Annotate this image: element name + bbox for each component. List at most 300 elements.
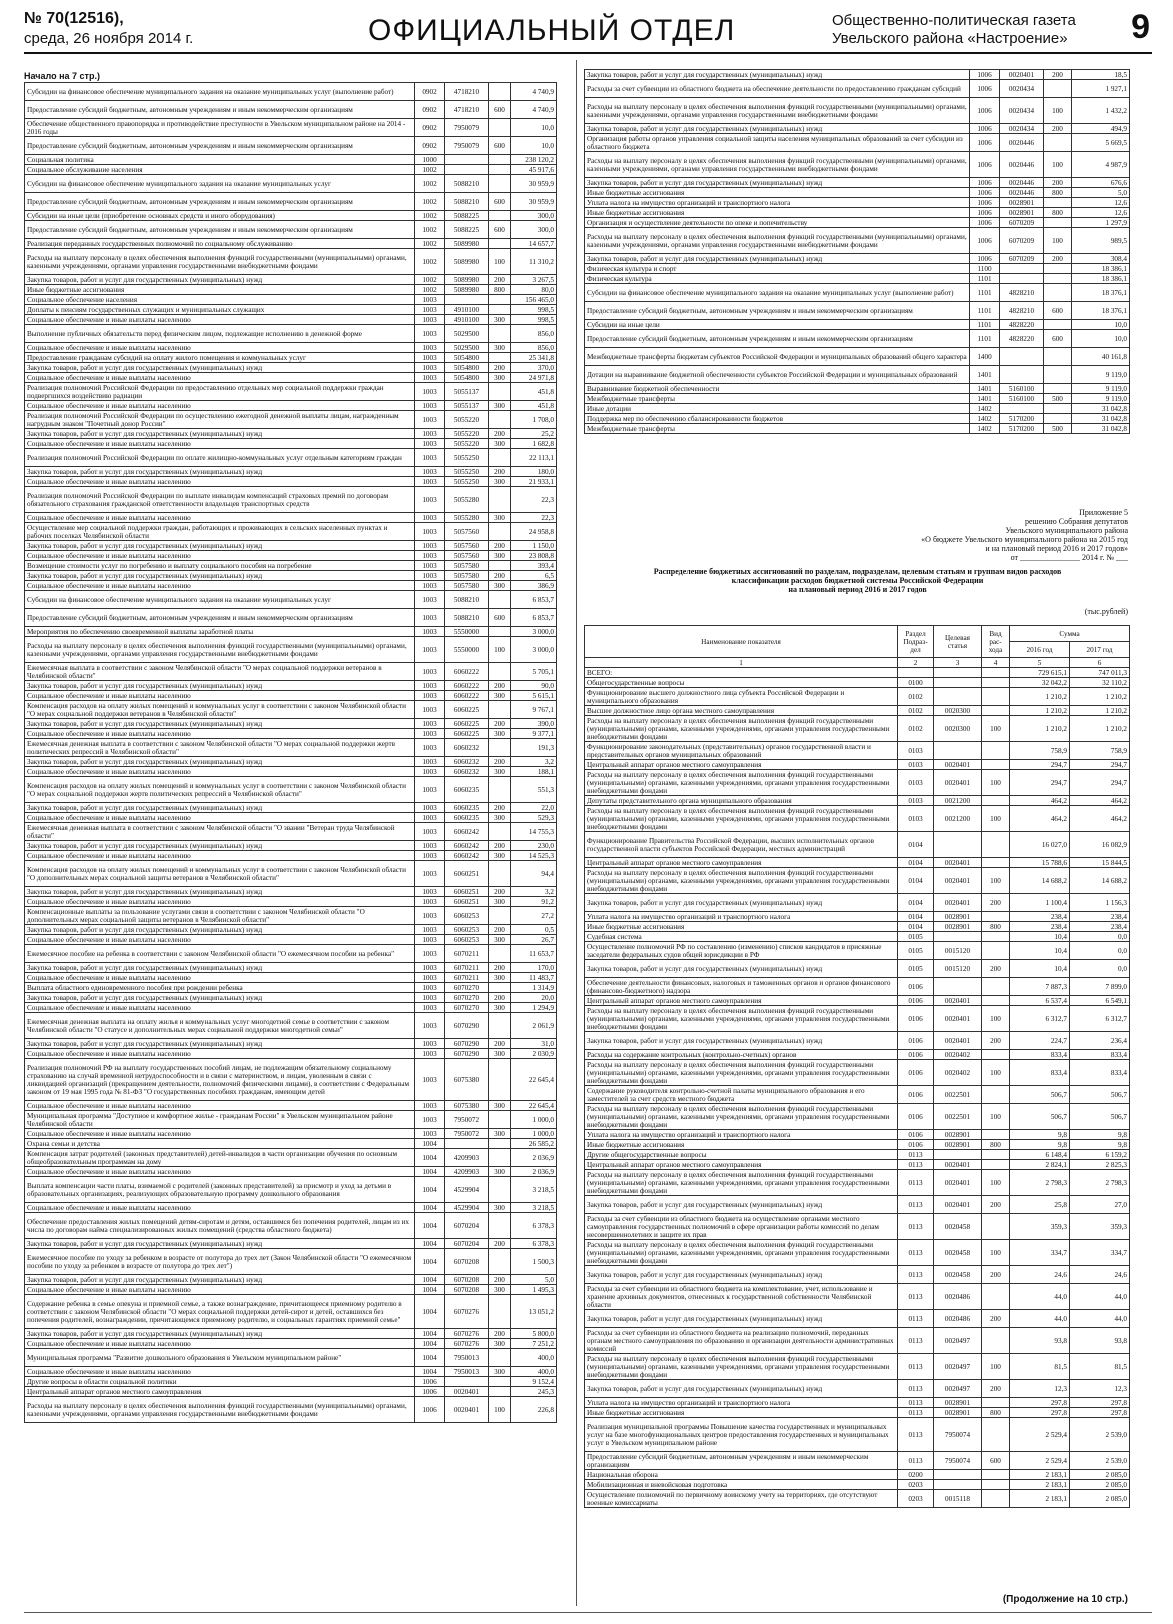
cell-code: 7950079 — [445, 137, 489, 155]
cell-amount: 5 705,1 — [511, 663, 557, 681]
table-row — [585, 1170, 1130, 1196]
newspaper-name-line1: Общественно-политическая газета — [832, 12, 1076, 29]
cell-code: 300 — [489, 1367, 511, 1377]
cell-amount: 5,0 — [511, 1275, 557, 1285]
cell-amount: 6 378,3 — [511, 1239, 557, 1249]
cell-amount: 10,4 — [1010, 932, 1070, 942]
cell-code: 4529904 — [445, 1177, 489, 1203]
cell-amount: 1 156,3 — [1070, 894, 1130, 912]
cell-amount: 297,8 — [1070, 1408, 1130, 1418]
cell-code: 1003 — [415, 1101, 445, 1111]
cell-code: 1002 — [415, 285, 445, 295]
cell-code: 0113 — [898, 1310, 934, 1328]
cell-amount: 1 150,0 — [511, 541, 557, 551]
cell-code: 5055137 — [445, 383, 489, 401]
cell-name: Организация работы органов управления социальной защиты населения муниципальных образований за счет субсидии из областного бюджета — [585, 134, 970, 152]
cell-code: 300 — [489, 513, 511, 523]
cell-amount: 294,7 — [1010, 770, 1070, 796]
cell-name: Закупка товаров, работ и услуг для государственных (муниципальных) нужд — [25, 429, 415, 439]
cell-amount: 506,7 — [1010, 1086, 1070, 1104]
cell-code: 0104 — [898, 868, 934, 894]
cell-code: 100 — [982, 716, 1010, 742]
cell-code: 0902 — [415, 119, 445, 137]
cell-code — [1044, 264, 1072, 274]
cell-amount: 4 987,9 — [1072, 152, 1130, 178]
cell-code: 0020458 — [934, 1214, 982, 1240]
cell-amount: 44,0 — [1010, 1284, 1070, 1310]
cell-code — [982, 858, 1010, 868]
cell-code: 6070204 — [445, 1239, 489, 1249]
cell-code: 200 — [489, 757, 511, 767]
cell-code: 6070290 — [445, 1013, 489, 1039]
cell-amount: 1 210,2 — [1070, 688, 1130, 706]
table-row — [25, 101, 557, 119]
cell-code: 6060242 — [445, 841, 489, 851]
table-row — [585, 960, 1130, 978]
cell-code: 6070209 — [1000, 218, 1044, 228]
cell-code: 1003 — [415, 561, 445, 571]
cell-amount: 464,2 — [1010, 806, 1070, 832]
table-row — [25, 1111, 557, 1129]
table-header-row — [585, 626, 1130, 642]
cell-name: Закупка товаров, работ и услуг для государственных (муниципальных) нужд — [25, 757, 415, 767]
cell-code: 200 — [489, 571, 511, 581]
cell-amount: 464,2 — [1070, 796, 1130, 806]
cell-code: 1003 — [415, 739, 445, 757]
cell-code: 1004 — [415, 1249, 445, 1275]
cell-amount: 14 755,3 — [511, 823, 557, 841]
cell-code: 6060253 — [445, 907, 489, 925]
cell-name: Социальное обеспечение и иные выплаты населению — [25, 897, 415, 907]
cell-name: Расходы на выплату персоналу в целях обеспечения выполнения функций государственными (муниципальными) органами, казенными учреждениями, органами управления государственными внебюджетными фондами — [585, 152, 970, 178]
cell-amount: 226,8 — [511, 1397, 557, 1423]
cell-code — [1044, 366, 1072, 384]
cell-name: Расходы на выплату персоналу в целях обеспечения выполнения функций государственными (муниципальными) органами, казенными учреждениями, органами управления государственными внебюджетными фондами — [25, 637, 415, 663]
page-header — [24, 8, 1152, 54]
cell-code: 0021200 — [934, 796, 982, 806]
cell-code: 300 — [489, 1167, 511, 1177]
cell-code: 100 — [982, 1354, 1010, 1380]
cell-name: Социальное обеспечение и иные выплаты населению — [25, 1003, 415, 1013]
cell-code: 6060232 — [445, 757, 489, 767]
cell-code: 1401 — [970, 384, 1000, 394]
table-row — [585, 806, 1130, 832]
table-row — [25, 1397, 557, 1423]
cell-code: 600 — [489, 137, 511, 155]
cell-code: 1003 — [415, 1003, 445, 1013]
table-row — [25, 467, 557, 477]
cell-code: 6060222 — [445, 681, 489, 691]
cell-code: 300 — [489, 691, 511, 701]
cell-code: 1006 — [970, 80, 1000, 98]
cell-name: Уплата налога на имущество организаций и транспортного налога — [585, 912, 898, 922]
cell-code: 0020486 — [934, 1284, 982, 1310]
cell-name: Расходы на выплату персоналу в целях обеспечения выполнения функций государственными (муниципальными) органами, казенными учреждениями, органами управления государственными внебюджетными фондами — [585, 806, 898, 832]
cell-code: 0113 — [898, 1284, 934, 1310]
cell-code: 6070276 — [445, 1295, 489, 1329]
cell-name: Социальное обеспечение и иные выплаты населению — [25, 1101, 415, 1111]
cell-amount: 32 110,2 — [1070, 678, 1130, 688]
table-row — [25, 861, 557, 887]
cell-code: 1006 — [415, 1397, 445, 1423]
cell-name: Социальное обеспечение и иные выплаты населению — [25, 1167, 415, 1177]
cell-code — [934, 678, 982, 688]
cell-code: 0020401 — [934, 760, 982, 770]
cell-code: 300 — [489, 1203, 511, 1213]
cell-code: 0020401 — [1000, 70, 1044, 80]
cell-code: 0020434 — [1000, 124, 1044, 134]
cell-name: Расходы на выплату персоналу в целях обеспечения выполнения функций государственными (муниципальными) органами, казенными учреждениями, органами управления государственными внебюджетными фондами — [585, 770, 898, 796]
table-row — [25, 285, 557, 295]
cell-amount: 18 386,1 — [1072, 264, 1130, 274]
cell-code: 1003 — [415, 663, 445, 681]
cell-name: Закупка товаров, работ и услуг для государственных (муниципальных) нужд — [585, 1196, 898, 1214]
cell-code: 200 — [1044, 178, 1072, 188]
table-row — [25, 571, 557, 581]
cell-name: Закупка товаров, работ и услуг для государственных (муниципальных) нужд — [25, 841, 415, 851]
cell-name: Центральный аппарат органов местного самоуправления — [585, 996, 898, 1006]
cell-code: 5055220 — [445, 439, 489, 449]
cell-code: 4209903 — [445, 1167, 489, 1177]
cell-name: Социальное обеспечение и иные выплаты населению — [25, 477, 415, 487]
cell-code: 1003 — [415, 467, 445, 477]
cell-amount: 81,5 — [1010, 1354, 1070, 1380]
continued-to-note: (Продолжение на 10 стр.) — [1002, 1594, 1128, 1605]
cell-amount: 18 386,1 — [1072, 274, 1130, 284]
table-row — [25, 1149, 557, 1167]
cell-name: Закупка товаров, работ и услуг для государственных (муниципальных) нужд — [585, 894, 898, 912]
cell-amount: 6,5 — [511, 571, 557, 581]
cell-amount: 12,6 — [1072, 208, 1130, 218]
cell-code: 600 — [489, 101, 511, 119]
cell-amount: 22 113,1 — [511, 449, 557, 467]
cell-code: 100 — [1044, 152, 1072, 178]
cell-amount: 5,0 — [1072, 188, 1130, 198]
cell-code: 0113 — [898, 1380, 934, 1398]
cell-amount: 3 267,5 — [511, 275, 557, 285]
cell-code — [1044, 414, 1072, 424]
cell-amount: 238,4 — [1010, 922, 1070, 932]
cell-amount: 10,0 — [511, 137, 557, 155]
cell-amount: 94,4 — [511, 861, 557, 887]
cell-code — [982, 668, 1010, 678]
cell-code: 5088210 — [445, 193, 489, 211]
cell-name: Обеспечение деятельности финансовых, налоговых и таможенных органов и органов финансового (финансово-бюджетного) надзора — [585, 978, 898, 996]
table-row — [585, 404, 1130, 414]
cell-code: 1003 — [415, 935, 445, 945]
cell-code: 800 — [982, 1140, 1010, 1150]
cell-amount: 9 767,1 — [511, 701, 557, 719]
cell-amount: 24,6 — [1070, 1266, 1130, 1284]
cell-code: 5160100 — [1000, 384, 1044, 394]
cell-name: Реализация полномочий Российской Федерации по предоставлению отдельных мер социальной поддержки граждан подвергшихся воздействию радиации — [25, 383, 415, 401]
cell-code: 300 — [489, 551, 511, 561]
cell-name: Межбюджетные трансферты бюджетам субъектов Российской Федерации и муниципальных образований общего характера — [585, 348, 970, 366]
cell-code: 300 — [489, 343, 511, 353]
table-row — [25, 275, 557, 285]
table-row — [25, 1101, 557, 1111]
cell-code: 1006 — [970, 152, 1000, 178]
cell-name: Иные бюджетные ассигнования — [585, 922, 898, 932]
cell-name: Предоставление субсидий бюджетным, автономным учреждениям и иным некоммерческим организациям — [25, 101, 415, 119]
table-row — [25, 239, 557, 249]
cell-amount: 14 688,2 — [1070, 868, 1130, 894]
cell-name: Закупка товаров, работ и услуг для государственных (муниципальных) нужд — [585, 124, 970, 134]
cell-code: 1006 — [970, 228, 1000, 254]
cell-name: Закупка товаров, работ и услуг для государственных (муниципальных) нужд — [25, 363, 415, 373]
cell-code: 1003 — [415, 541, 445, 551]
cell-name: Социальное обеспечение и иные выплаты населению — [25, 935, 415, 945]
cell-amount: 15 844,5 — [1070, 858, 1130, 868]
cell-amount: 506,7 — [1010, 1104, 1070, 1130]
cell-amount: 238,4 — [1070, 922, 1130, 932]
table-row — [585, 80, 1130, 98]
table-row — [25, 165, 557, 175]
cell-name: Содержание ребенка в семье опекуна и приемной семье, а также вознаграждение, причитающееся приемному родителю в соответствии с законом Челябинской области "О мерах социальной поддержки детей-сирот и детей, оставшихся без попечения родителей, вознаграждении, причитающемся приемному родителю, и социальных гарантиях приемной семье" — [25, 1295, 415, 1329]
cell-amount: 238,4 — [1010, 912, 1070, 922]
cell-code: 6060251 — [445, 887, 489, 897]
cell-name: Уплата налога на имущество организаций и транспортного налога — [585, 198, 970, 208]
cell-name: Доплаты к пенсиям государственных служащих и муниципальных служащих — [25, 305, 415, 315]
table-row — [25, 175, 557, 193]
cell-code: 0028901 — [934, 922, 982, 932]
table-row — [25, 637, 557, 663]
cell-code: 1006 — [970, 254, 1000, 264]
cell-code — [489, 383, 511, 401]
cell-code: 5055250 — [445, 467, 489, 477]
cell-amount: 170,0 — [511, 963, 557, 973]
cell-code: 0106 — [898, 1140, 934, 1150]
cell-amount: 13 051,2 — [511, 1295, 557, 1329]
cell-name: Социальное обеспечение и иные выплаты населению — [25, 729, 415, 739]
table-row — [25, 477, 557, 487]
cell-name: Обеспечение общественного правопорядка и противодействие преступности в Увельском муниципальном районе на 2014 - 2016 годы — [25, 119, 415, 137]
cell-amount: 1 927,1 — [1072, 80, 1130, 98]
col-number: 3 — [934, 658, 982, 668]
cell-amount: 2 036,9 — [511, 1167, 557, 1177]
cell-code: 1003 — [415, 993, 445, 1003]
cell-name: Социальное обеспечение и иные выплаты населению — [25, 1339, 415, 1349]
cell-name: Субсидии на финансовое обеспечение муниципального задания на оказание муниципальных услуг — [25, 591, 415, 609]
header-name: Наименование показателя — [585, 626, 898, 658]
cell-name: Реализация полномочий Российской Федерации по осуществлению ежегодной денежной выплаты лицам, награжденным нагрудным знаком "Почетный донор России" — [25, 411, 415, 429]
cell-code: 0020497 — [934, 1328, 982, 1354]
cell-name: Уплата налога на имущество организаций и транспортного налога — [585, 1398, 898, 1408]
table-row — [585, 1354, 1130, 1380]
cell-code: 0106 — [898, 1130, 934, 1140]
table-row — [25, 1249, 557, 1275]
cell-code: 6070204 — [445, 1213, 489, 1239]
cell-code: 5055280 — [445, 513, 489, 523]
cell-amount: 1 000,0 — [511, 1111, 557, 1129]
cell-code: 7950072 — [445, 1129, 489, 1139]
table-row — [585, 394, 1130, 404]
cell-amount: 22,3 — [511, 487, 557, 513]
table-row — [585, 188, 1130, 198]
cell-name: Функционирование законодательных (представительных) органов государственной власти и представительных органов муниципальных образований — [585, 742, 898, 760]
cell-code: 0106 — [898, 1086, 934, 1104]
cell-code: 1004 — [415, 1177, 445, 1203]
table-row — [25, 719, 557, 729]
table-row — [585, 1266, 1130, 1284]
cell-name: Социальное обеспечение и иные выплаты населению — [25, 973, 415, 983]
table-row — [25, 935, 557, 945]
cell-amount: 23 808,8 — [511, 551, 557, 561]
cell-name: Реализация полномочий Российской Федерации по оплате жилищно-коммунальных услуг отдельным категориям граждан — [25, 449, 415, 467]
table-row — [25, 1349, 557, 1367]
cell-code: 200 — [982, 1196, 1010, 1214]
cell-code: 4828220 — [1000, 320, 1044, 330]
cell-code — [982, 978, 1010, 996]
cell-code: 0113 — [898, 1266, 934, 1284]
cell-name: Социальное обеспечение и иные выплаты населению — [25, 851, 415, 861]
cell-code: 1003 — [415, 983, 445, 993]
cell-amount: 400,0 — [511, 1349, 557, 1367]
cell-code: 100 — [982, 770, 1010, 796]
cell-code: 6070208 — [445, 1285, 489, 1295]
cell-name: Предоставление субсидий бюджетным, автономным учреждениям и иным некоммерческим организациям — [25, 193, 415, 211]
cell-code: 1003 — [415, 591, 445, 609]
budget-table-2016-2017 — [584, 625, 1130, 1508]
cell-code: 200 — [489, 1039, 511, 1049]
cell-amount: 25,2 — [511, 429, 557, 439]
cell-code — [489, 945, 511, 963]
cell-name: Организация и осуществление деятельности по опеке и попечительству — [585, 218, 970, 228]
cell-name: Центральный аппарат органов местного самоуправления — [25, 1387, 415, 1397]
cell-name: Социальное обеспечение и иные выплаты населению — [25, 439, 415, 449]
cell-amount: 27,0 — [1070, 1196, 1130, 1214]
cell-amount: 14 688,2 — [1010, 868, 1070, 894]
cell-code — [489, 591, 511, 609]
table-row — [25, 401, 557, 411]
cell-amount: 758,9 — [1070, 742, 1130, 760]
cell-code: 1003 — [415, 551, 445, 561]
cell-name: Предоставление субсидий бюджетным, автономным учреждениям и иным некоммерческим организациям — [25, 221, 415, 239]
cell-amount: 22,3 — [511, 513, 557, 523]
cell-code — [489, 411, 511, 429]
cell-code: 1101 — [970, 302, 1000, 320]
cell-amount: 2 061,9 — [511, 1013, 557, 1039]
cell-code: 600 — [982, 1452, 1010, 1470]
appendix-line: Увельского муниципального района — [1005, 526, 1128, 535]
table-row — [25, 907, 557, 925]
table-row — [585, 1398, 1130, 1408]
cell-code: 0020486 — [934, 1310, 982, 1328]
cell-code — [934, 832, 982, 858]
cell-code — [489, 1377, 511, 1387]
table-row — [25, 1275, 557, 1285]
cell-amount: 3 218,5 — [511, 1177, 557, 1203]
table-row — [25, 823, 557, 841]
cell-code: 300 — [489, 767, 511, 777]
cell-amount: 1 682,8 — [511, 439, 557, 449]
cell-name: Социальное обеспечение и иные выплаты населению — [25, 343, 415, 353]
cell-amount: 90,0 — [511, 681, 557, 691]
cell-name: Закупка товаров, работ и услуг для государственных (муниципальных) нужд — [25, 1039, 415, 1049]
cell-code — [489, 1349, 511, 1367]
cell-code: 1002 — [415, 175, 445, 193]
cell-amount: 31 042,8 — [1072, 404, 1130, 414]
cell-name: Закупка товаров, работ и услуг для государственных (муниципальных) нужд — [25, 887, 415, 897]
cell-code — [445, 155, 489, 165]
cell-code: 0020401 — [934, 894, 982, 912]
table-row — [585, 1160, 1130, 1170]
cell-amount: 18 376,1 — [1072, 284, 1130, 302]
cell-code — [934, 742, 982, 760]
table-row — [585, 1130, 1130, 1140]
cell-name: Иные бюджетные ассигнования — [585, 1140, 898, 1150]
cell-name: Расходы на выплату персоналу в целях обеспечения выполнения функций государственными (муниципальными) органами, казенными учреждениями, органами управления государственными внебюджетными фондами — [585, 1170, 898, 1196]
table-title-line: Распределение бюджетных ассигнований по разделам, подразделам, целевым статьям и группам видов расходов — [653, 567, 1062, 576]
cell-amount: 22,0 — [511, 803, 557, 813]
table-row — [25, 363, 557, 373]
cell-code: 1004 — [415, 1285, 445, 1295]
table-row — [585, 414, 1130, 424]
cell-code: 0020401 — [445, 1397, 489, 1423]
cell-code — [982, 942, 1010, 960]
cell-amount: 22 645,4 — [511, 1101, 557, 1111]
cell-code: 200 — [982, 1310, 1010, 1328]
cell-code: 1006 — [970, 218, 1000, 228]
table-row — [585, 178, 1130, 188]
cell-amount: 44,0 — [1070, 1284, 1130, 1310]
cell-code: 0020446 — [1000, 178, 1044, 188]
cell-name: ВСЕГО: — [585, 668, 898, 678]
cell-name: Закупка товаров, работ и услуг для государственных (муниципальных) нужд — [25, 993, 415, 1003]
cell-code: 1003 — [415, 803, 445, 813]
table-row — [585, 218, 1130, 228]
cell-name: Компенсация расходов на оплату жилых помещений и коммунальных услуг в соответствии с законом Челябинской области "О мерах социальной поддержки ветеранов в Челябинской области" — [25, 701, 415, 719]
table-row — [585, 198, 1130, 208]
cell-code: 200 — [489, 803, 511, 813]
cell-name: Межбюджетные трансферты — [585, 424, 970, 434]
cell-amount: 856,0 — [511, 343, 557, 353]
cell-code: 1402 — [970, 404, 1000, 414]
cell-amount: 359,3 — [1070, 1214, 1130, 1240]
table-row — [25, 1049, 557, 1059]
cell-name: Расходы на выплату персоналу в целях обеспечения выполнения функций государственными (муниципальными) органами, казенными учреждениями, органами управления государственными внебюджетными фондами — [585, 98, 970, 124]
cell-code — [982, 996, 1010, 1006]
cell-code: 0102 — [898, 706, 934, 716]
table-row — [25, 541, 557, 551]
cell-code — [1044, 284, 1072, 302]
cell-name: Расходы за счет субвенции из областного бюджета на реализацию полномочий, переданных органам местного самоуправления по образованию и организации деятельности административных комиссий — [585, 1328, 898, 1354]
table-row — [585, 716, 1130, 742]
cell-code: 5055137 — [445, 401, 489, 411]
cell-name: Закупка товаров, работ и услуг для государственных (муниципальных) нужд — [585, 1380, 898, 1398]
cell-code — [489, 239, 511, 249]
cell-amount: 0,0 — [1070, 932, 1130, 942]
cell-code — [982, 912, 1010, 922]
cell-code: 4828210 — [1000, 284, 1044, 302]
cell-code: 1003 — [415, 373, 445, 383]
table-row — [25, 851, 557, 861]
table-row — [25, 523, 557, 541]
cell-code: 6070276 — [445, 1339, 489, 1349]
cell-amount: 9 152,4 — [511, 1377, 557, 1387]
table-row — [585, 858, 1130, 868]
cell-code: 6060235 — [445, 813, 489, 823]
cell-code: 5054800 — [445, 363, 489, 373]
cell-code: 200 — [489, 275, 511, 285]
cell-code — [1044, 348, 1072, 366]
cell-code: 6060222 — [445, 691, 489, 701]
cell-amount: 24 971,8 — [511, 373, 557, 383]
cell-code: 1003 — [415, 315, 445, 325]
cell-code: 0106 — [898, 978, 934, 996]
cell-name: Закупка товаров, работ и услуг для государственных (муниципальных) нужд — [585, 1310, 898, 1328]
cell-code — [898, 668, 934, 678]
